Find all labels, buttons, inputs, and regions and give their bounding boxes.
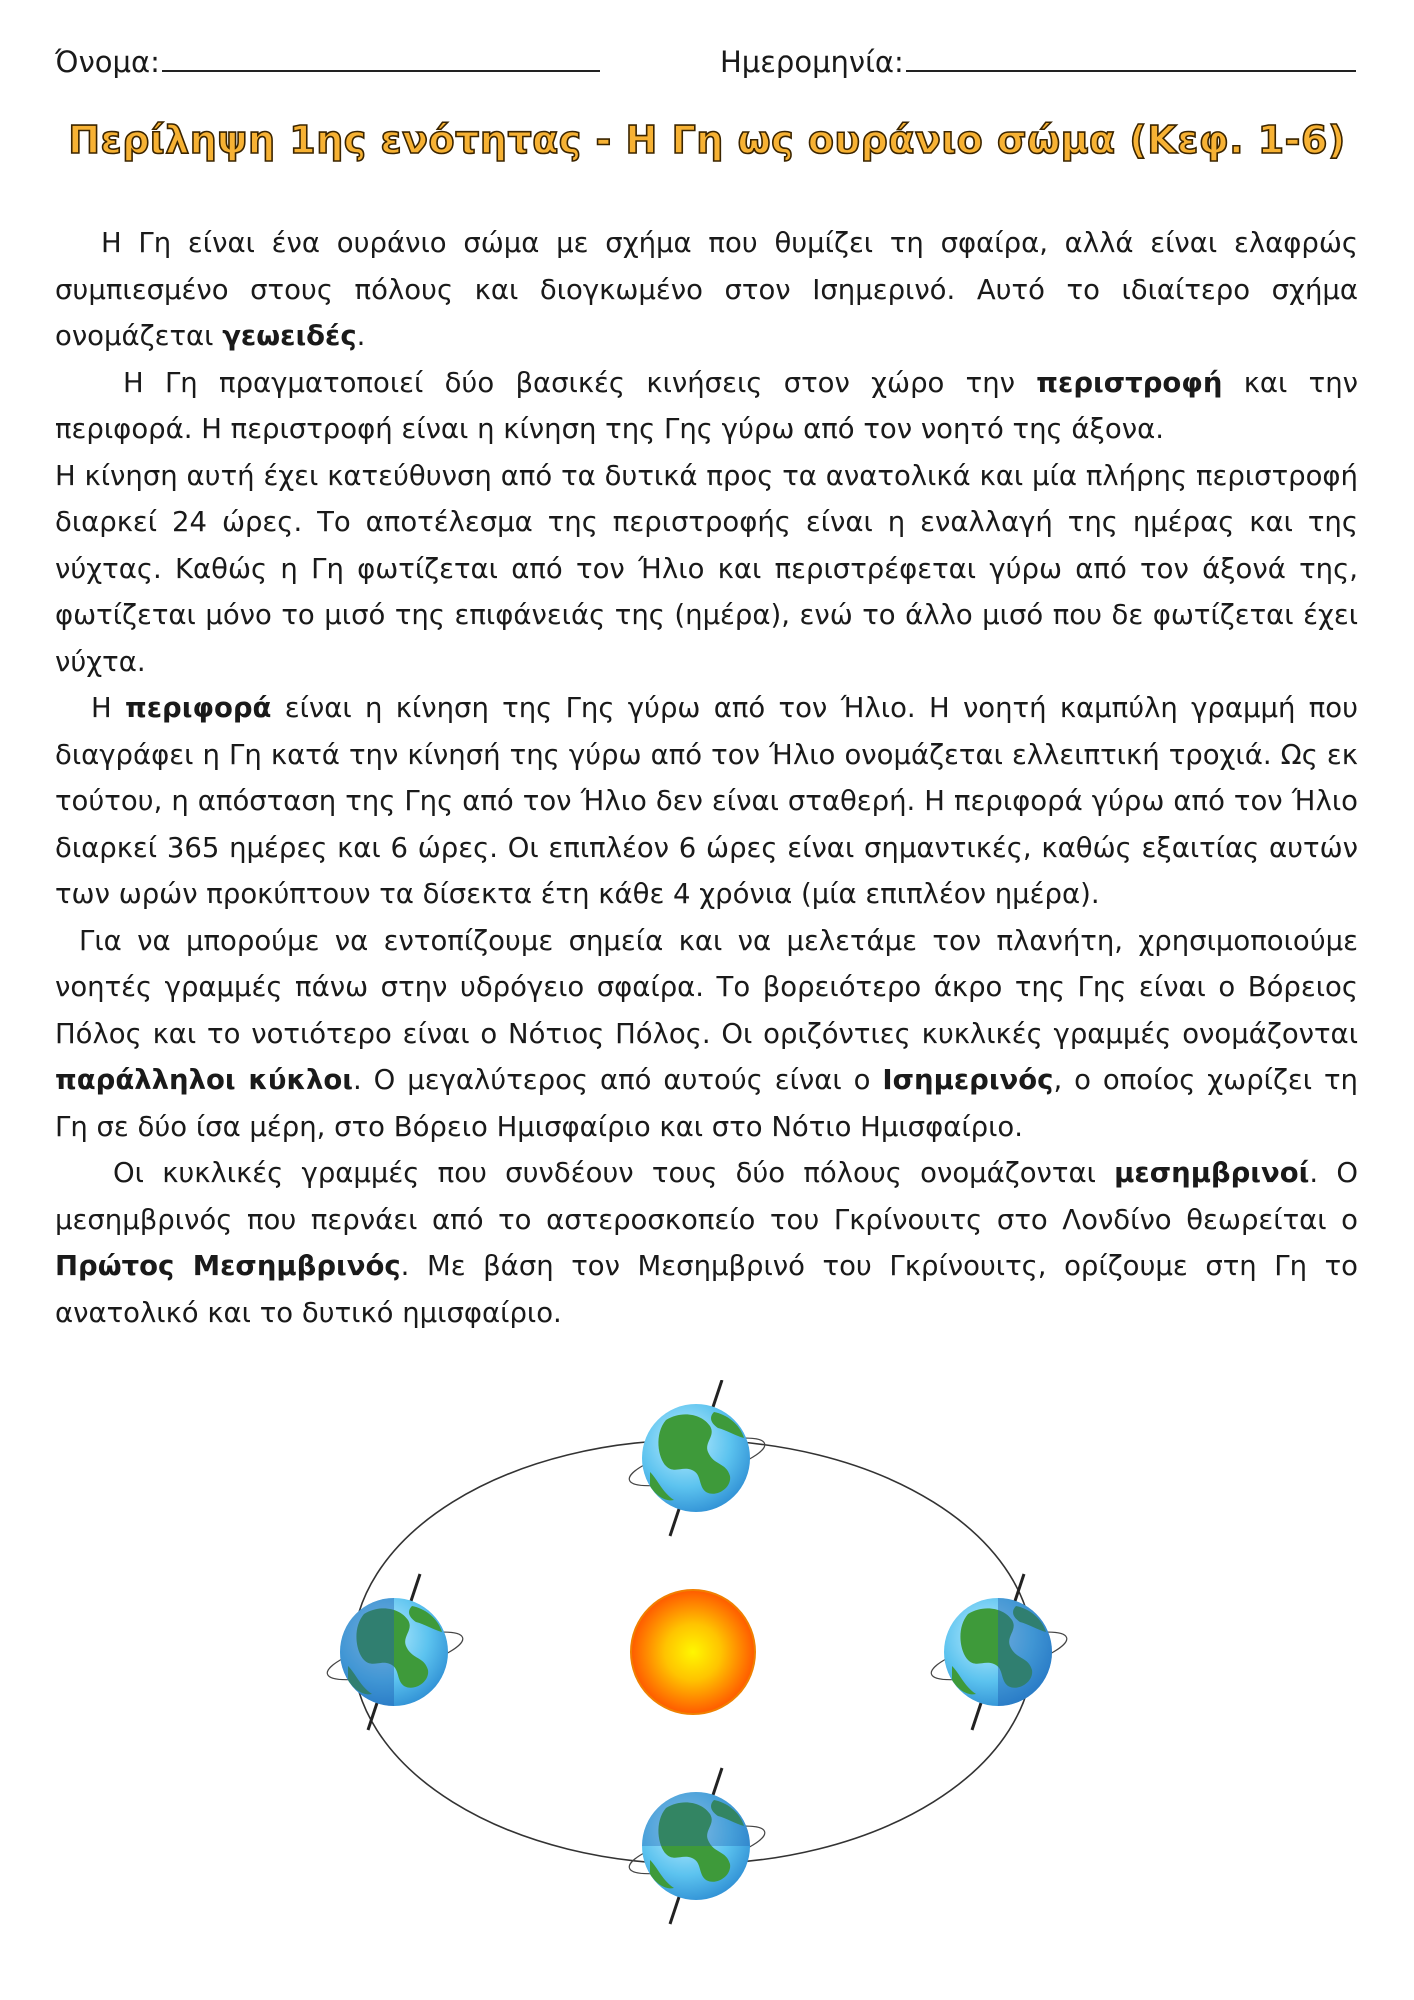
date-field[interactable] [720,40,1356,79]
paragraph-revolution: Η περιφορά είναι η κίνηση της Γης γύρω από τον Ήλιο. Η νοητή καμπύλη γραμμή που διαγράφει η Γη κατά την κίνησή της γύρω από τον Ήλιο ονομάζεται ελλειπτική τροχιά. Ως εκ τούτου, η απόσταση της Γης από τον Ήλιο δεν είναι σταθερή. Η περιφορά γύρω από τον Ήλιο διαρκεί 365 ημέρες και 6 ώρες. Οι επιπλέον 6 ώρες είναι σημαντικές, καθώς εξαιτίας αυτών των ωρών προκύπτουν τα δίσεκτα έτη κάθε 4 χρόνια (μία επιπλέον ημέρα). [55,692,1358,910]
earth-right [927,1574,1071,1730]
earth-orbit-diagram [300,1380,1120,1980]
earth-left [323,1574,467,1730]
header [55,40,1355,86]
date-blank-line[interactable] [906,40,1356,72]
sun [631,1590,755,1714]
name-blank-line[interactable] [162,40,600,72]
term-meridians: μεσημβρινοί [1114,1157,1310,1189]
term-parallels: παράλληλοι κύκλοι [55,1064,354,1096]
earth-top [625,1380,769,1536]
name-field[interactable] [55,40,600,79]
paragraph-motions: Η Γη πραγματοποιεί δύο βασικές κινήσεις στον χώρο την περιστροφή και την περιφορά. Η περιστροφή είναι η κίνηση της Γης γύρω από τον νοητό της άξονα. [55,366,1358,445]
name-label: Όνομα: [55,45,160,79]
paragraph-shape: Η Γη είναι ένα ουράνιο σώμα με σχήμα που θυμίζει τη σφαίρα, αλλά είναι ελαφρώς συμπιεσμένο στους πόλους και διογκωμένο στον Ισημερινό. Αυτό το ιδιαίτερο σχήμα ονομάζεται γεωειδές. [55,227,1358,352]
summary-text [55,220,1358,1336]
paragraph-parallels: Για να μπορούμε να εντοπίζουμε σημεία και να μελετάμε τον πλανήτη, χρησιμοποιούμε νοητές γραμμές πάνω στην υδρόγειο σφαίρα. Το βορειότερο άκρο της Γης είναι ο Βόρειος Πόλος και το νοτιότερο είναι ο Νότιος Πόλος. Οι οριζόντιες κυκλικές γραμμές ονομάζονται παράλληλοι κύκλοι. Ο μεγαλύτερος από αυτούς είναι ο Ισημερινός, ο οποίος χωρίζει τη Γη σε δύο ίσα μέρη, στο Βόρειο Ημισφαίριο και στο Νότιο Ημισφαίριο. [55,924,1358,1143]
date-label: Ημερομηνία: [720,45,904,79]
page-title: Περίληψη 1ης ενότητας - Η Γη ως ουράνιο σώμα (Κεφ. 1-6) [68,118,1346,162]
earth-bottom [625,1768,769,1924]
term-geoid: γεωειδές [222,320,357,352]
term-rotation: περιστροφή [1036,366,1223,399]
term-revolution: περιφορά [124,692,272,724]
term-equator: Ισημερινός [882,1064,1054,1096]
paragraph-meridians: Οι κυκλικές γραμμές που συνδέουν τους δύο πόλους ονομάζονται μεσημβρινοί. Ο μεσημβρινός που περνάει από το αστεροσκοπείο του Γκρίνουιτς στο Λονδίνο θεωρείται ο Πρώτος Μεσημβρινός. Με βάση τον Μεσημβρινό του Γκρίνουιτς, ορίζουμε στη Γη το ανατολικό και το δυτικό ημισφαίριο. [55,1157,1358,1329]
term-prime-meridian: Πρώτος Μεσημβρινός [55,1250,401,1282]
paragraph-rotation: Η κίνηση αυτή έχει κατεύθυνση από τα δυτικά προς τα ανατολικά και μία πλήρης περιστροφή διαρκεί 24 ώρες. Το αποτέλεσμα της περιστροφής είναι η εναλλαγή της ημέρας και της νύχτας. Καθώς η Γη φωτίζεται από τον Ήλιο και περιστρέφεται γύρω από τον άξονά της, φωτίζεται μόνο το μισό της επιφάνειάς της (ημέρα), ενώ το άλλο μισό που δε φωτίζεται έχει νύχτα. [55,459,1358,678]
